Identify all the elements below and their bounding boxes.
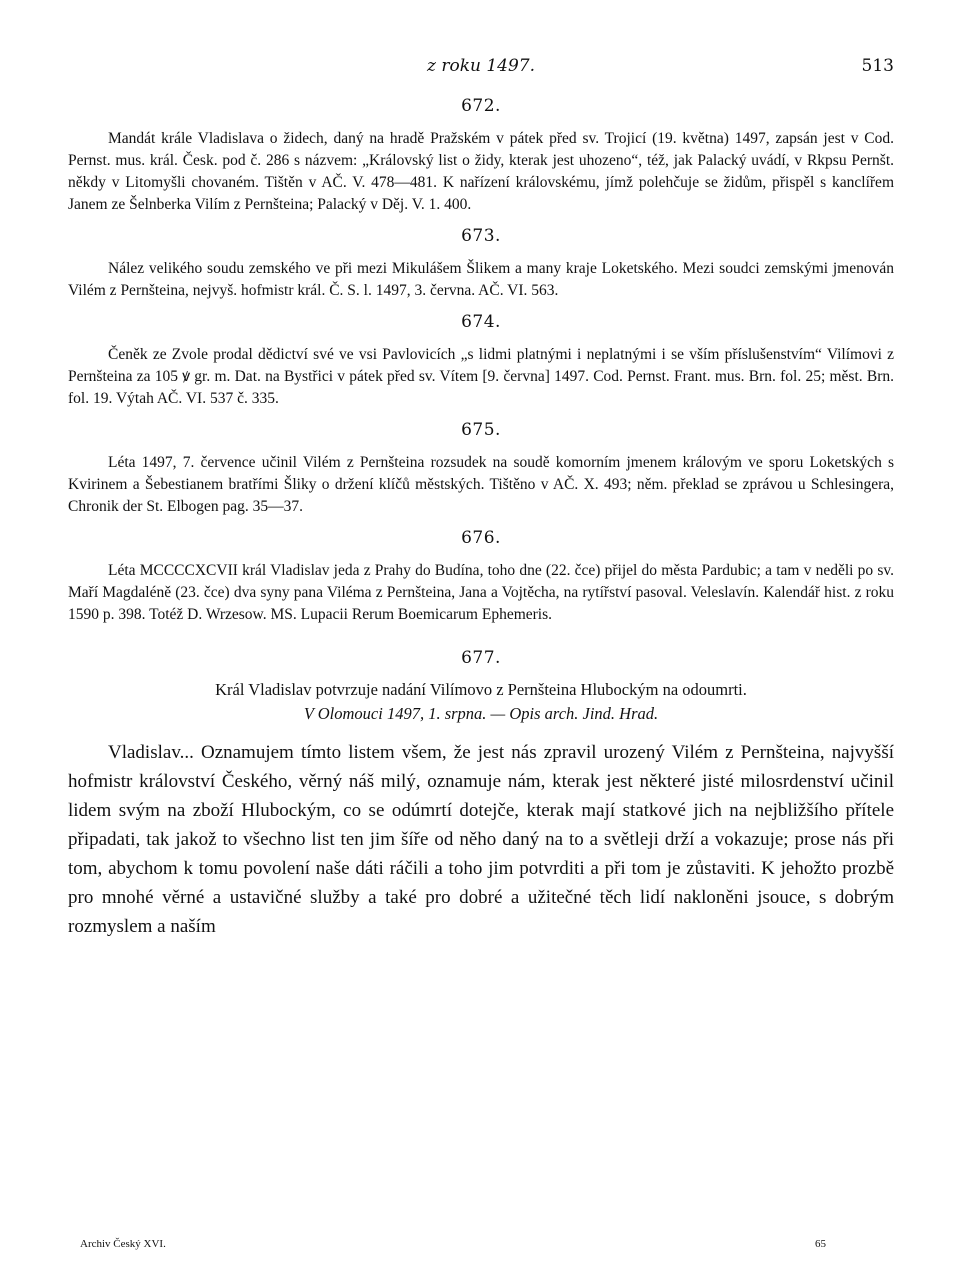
entry-number: 675. [461, 420, 501, 440]
footer-signature: 65 [815, 1238, 826, 1250]
entry-number: 672. [461, 96, 501, 116]
entry-number: 677. [461, 648, 501, 668]
document-body: Vladislav... Oznamujem tímto listem všem, že jest nás zpravil urozený Vilém z Pernšteina, najvyšší hofmistr království Českého, věrný náš milý, oznamuje nám, kterak jest některé jisté milosrdenství učinil lidem svým na zboží Hlubockým, co se odúmrtí dotejče, kterak mají statkové jich na nejbližšího přítele připadati, tak jakož to všechno list ten jim šíře od něho daný na to a světleji drží a vokazuje; prose nás při tom, abychom k tomu povolení naše dáti ráčili a toho jim potvrditi a při tom je zůstaviti. K jehožto prozbě pro mnohé věrné a ustavičné služby a také pro dobré a užitečné těch lidí nakloněni jsouce, s dobrým rozmyslem a naším [68, 742, 894, 937]
entry-673 [68, 226, 894, 302]
entry-number: 676. [461, 528, 501, 548]
page-header [68, 56, 894, 86]
entry-text: Mandát krále Vladislava o židech, daný na hradě Pražském v pátek před sv. Trojicí (19. května) 1497, zapsán jest v Cod. Pernst. mus. král. Česk. pod č. 286 s názvem: „Královský list o židy, kterak jest uhozeno“, též, jak Palacký uvádí, v Rkpsu Pernšt. někdy v Litomyšli chovaném. Tištěn v AČ. V. 478—481. K nařízení královskému, jímž polehčuje se židům, přispěl s kanclířem Janem ze Šelnberka Vilím z Pernšteina; Palacký v Děj. V. 1. 400. [68, 130, 894, 213]
entry-676 [68, 528, 894, 626]
entry-number: 673. [461, 226, 501, 246]
footer-source: Archiv Český XVI. [80, 1238, 166, 1250]
entry-674 [68, 312, 894, 410]
entry-675 [68, 420, 894, 518]
entry-text: Léta MCCCCXCVII král Vladislav jeda z Prahy do Budína, toho dne (22. čce) přijel do města Pardubic; a tam v neděli po sv. Maří Magdaléně (23. čce) dva syny pana Viléma z Pernšteina, Jana a Vojtěcha, na rytířství pasoval. Veleslavín. Kalendář hist. z roku 1590 p. 398. Totéž D. Wrzesow. MS. Lupacii Rerum Boemicarum Ephemeris. [68, 562, 894, 623]
entry-text: Léta 1497, 7. července učinil Vilém z Pernšteina rozsudek na soudě komorním jmenem královým ve sporu Loketských s Kvirinem a Šebestianem bratřími Šliky o držení klíčů městských. Tištěno v AČ. X. 493; něm. překlad se zprávou u Schlesingera, Chronik der St. Elbogen pag. 35—37. [68, 454, 894, 515]
entry-number: 674. [461, 312, 501, 332]
page-number: 513 [861, 56, 894, 76]
page [68, 56, 894, 941]
entry-text: Čeněk ze Zvole prodal dědictví své ve vsi Pavlovicích „s lidmi platnými i neplatnými i se vším příslušenstvím“ Vilímovi z Pernšteina za 105 ꝟ gr. m. Dat. na Bystřici v pátek před sv. Vítem [9. června] 1497. Cod. Pernst. Frant. mus. Brn. fol. 25; měst. Brn. fol. 19. Výtah AČ. VI. 537 č. 335. [68, 346, 894, 407]
entry-672 [68, 96, 894, 216]
running-title: z roku 1497. [426, 56, 536, 76]
entry-text: Nález velikého soudu zemského ve při mezi Mikulášem Šlikem a many kraje Loketského. Mezi soudci zemskými jmenován Vilém z Pernšteina, nejvyš. hofmistr král. Č. S. l. 1497, 3. června. AČ. VI. 563. [68, 260, 894, 299]
document-heading: Král Vladislav potvrzuje nadání Vilímovo z Pernšteina Hlubockým na odoumrti. [215, 680, 747, 699]
entry-677 [68, 648, 894, 941]
document-subheading: V Olomouci 1497, 1. srpna. — Opis arch. Jind. Hrad. [303, 704, 659, 723]
